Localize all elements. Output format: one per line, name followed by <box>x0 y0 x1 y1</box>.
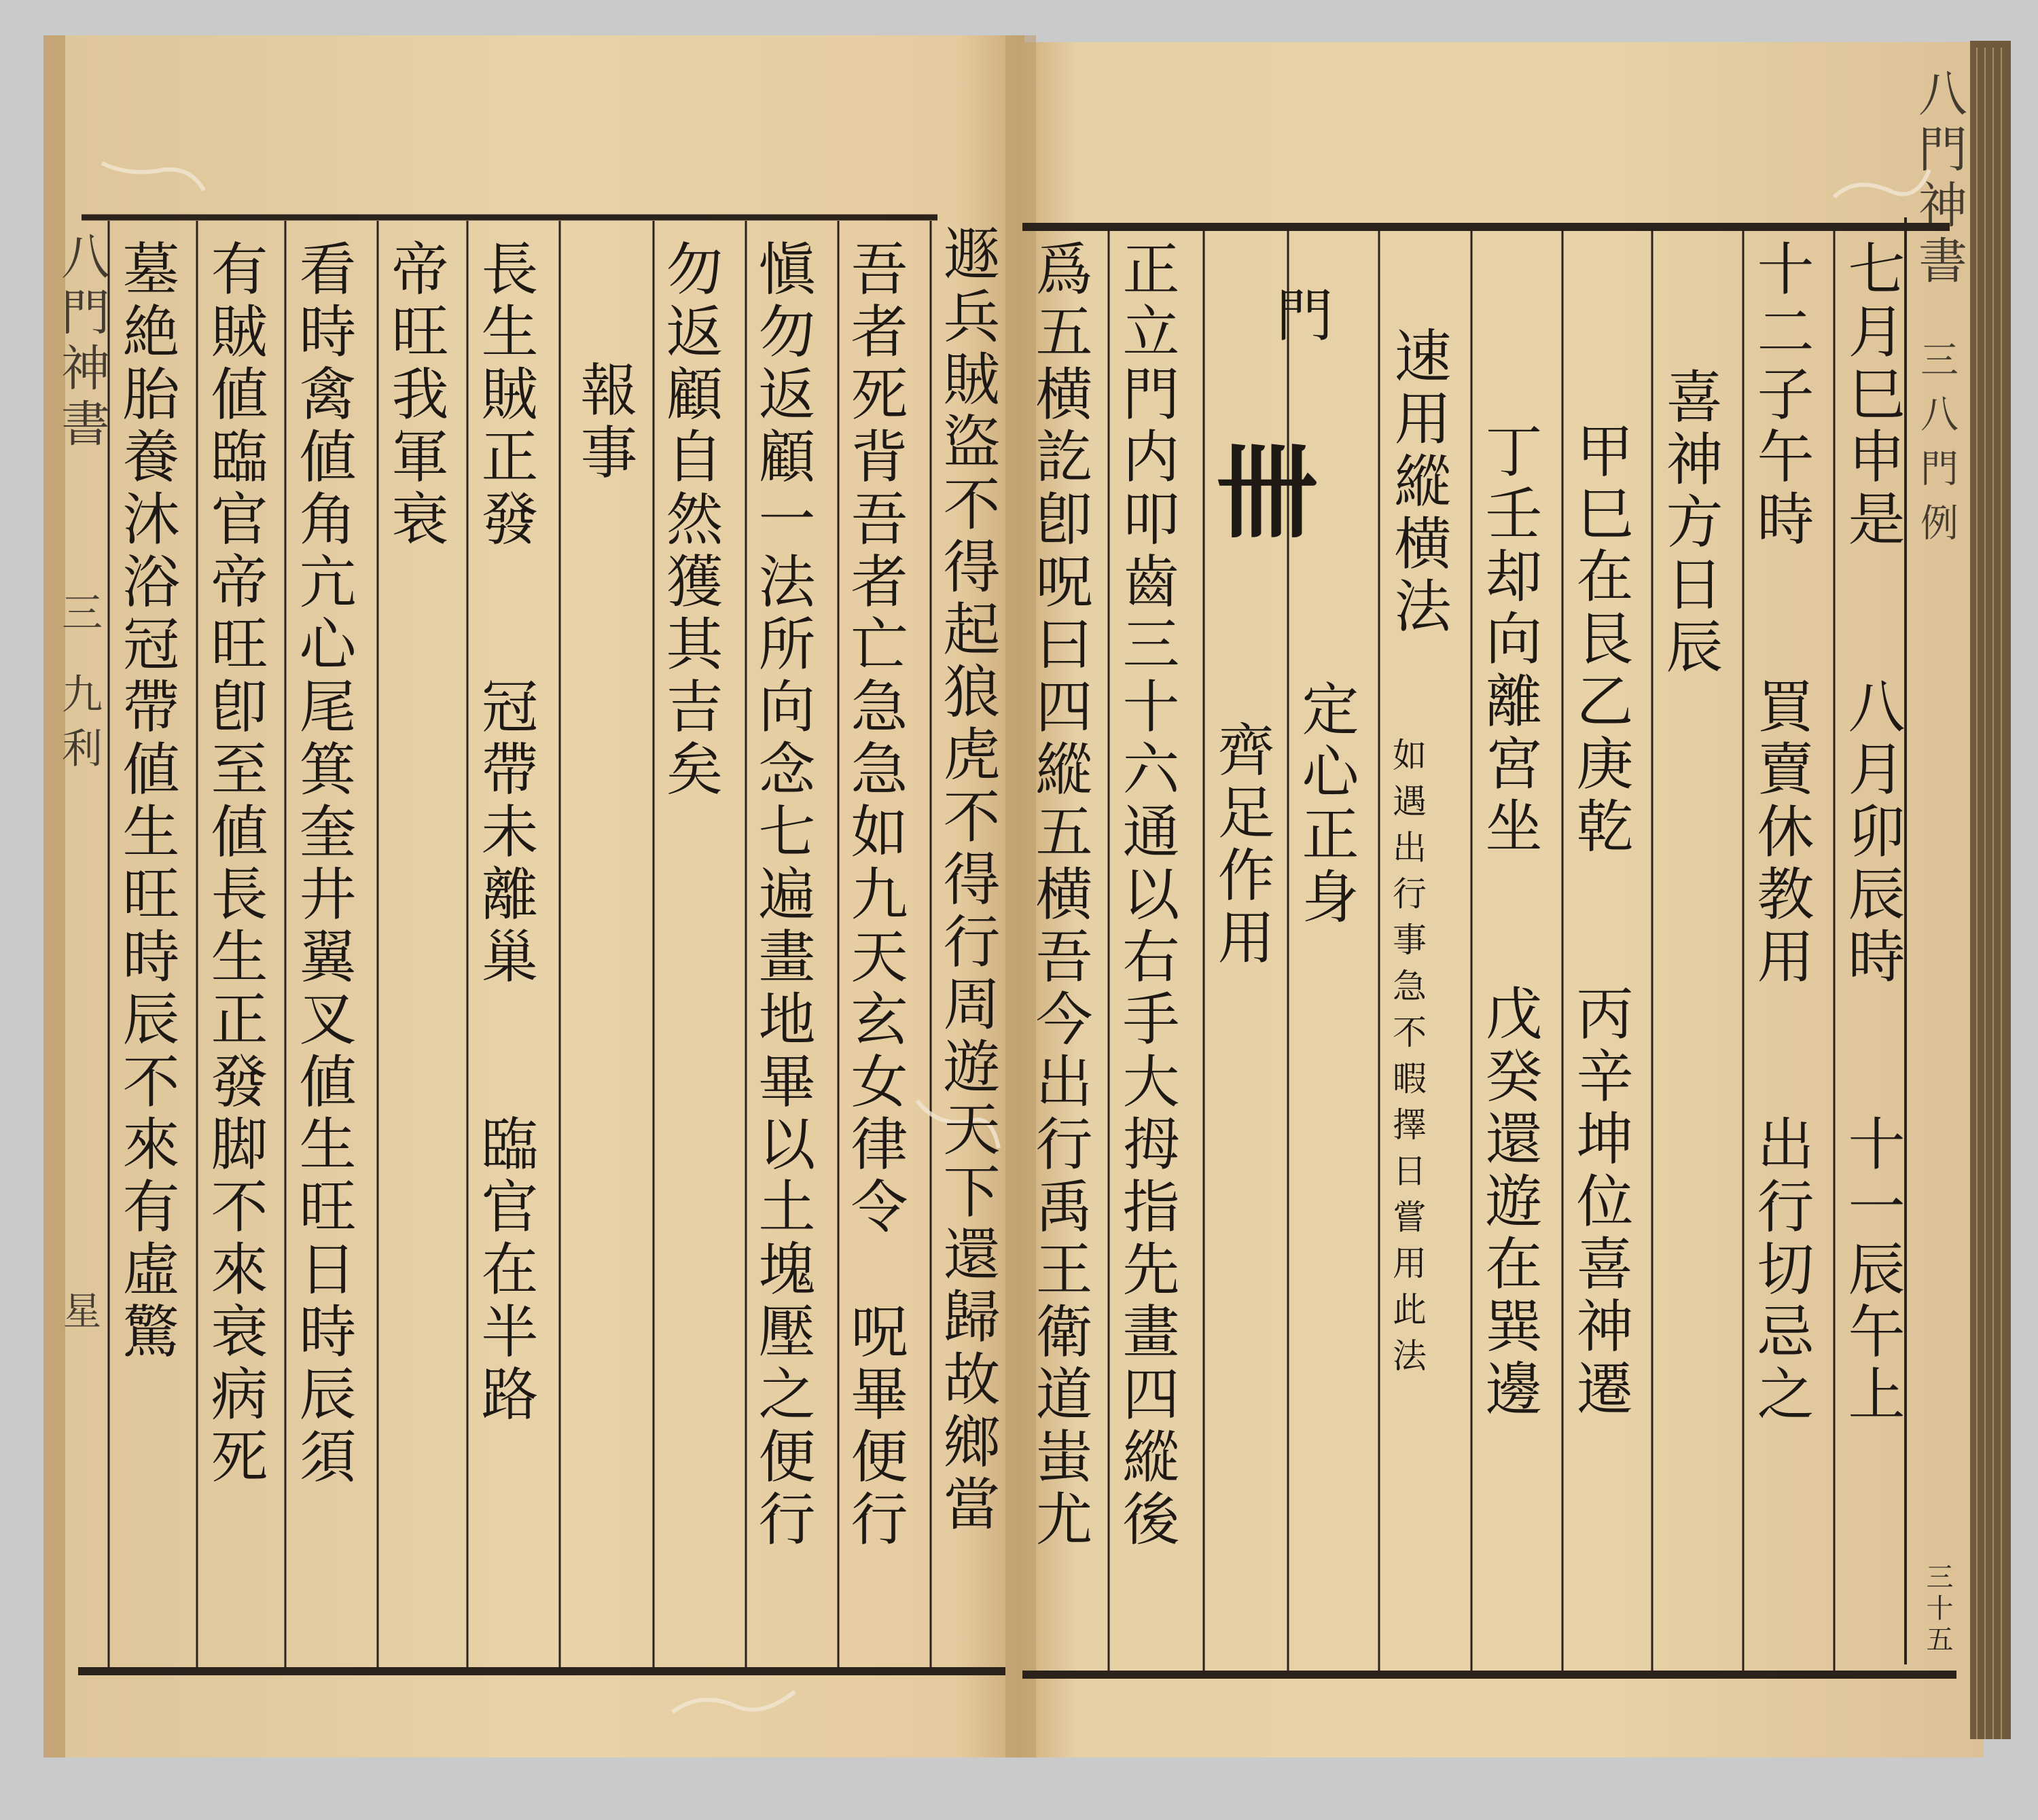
left-margin-fragment-3: 利 <box>55 727 103 774</box>
right-column-5: 丁壬却向離宮坐 戊癸還遊在巽邊 <box>1476 421 1543 1421</box>
left-column-4: 勿返顧自然獲其吉矣 <box>657 239 723 802</box>
left-margin-fragment-2: 九 <box>55 673 103 720</box>
right-margin-fragment-4: 例 <box>1914 503 1959 548</box>
right-column-10: 爲五横訖卽呪曰四縱五横吾今出行禹王衛道蚩尤 <box>1026 239 1093 1552</box>
left-column-1: 遯兵賊盜不得起狼虎不得行周遊天下還歸故鄉當 <box>934 224 1001 1537</box>
interlinear-note: 如遇出行事急不暇擇日嘗用此法 <box>1387 737 1427 1384</box>
right-column-1: 七月巳申是 八月卯辰時 十一辰午上 <box>1839 239 1906 1427</box>
left-margin-title: 八門神書 <box>53 231 110 454</box>
gate-label: 門 <box>1267 285 1334 348</box>
right-column-9: 正立門内叩齒三十六通以右手大拇指先畫四縱後 <box>1113 239 1180 1552</box>
right-column-4: 甲巳在艮乙庚乾 丙辛坤位喜神遷 <box>1567 421 1634 1421</box>
left-margin-bottom: 星 <box>57 1291 101 1336</box>
right-column-3: 喜神方日辰 <box>1657 367 1723 679</box>
right-column-6: 速用縱横法 <box>1385 326 1452 639</box>
right-margin-bottom: 三十五 <box>1922 1563 1953 1656</box>
grid-diagram: 卌 <box>1216 433 1319 552</box>
right-margin-fragment-3: 門 <box>1914 448 1959 493</box>
left-column-9: 有賊値臨官帝旺卽至値長生正發脚不來衰病死 <box>202 239 268 1489</box>
left-column-3: 愼勿返顧一法所向念七遍畫地畢以土塊壓之便行 <box>749 239 816 1552</box>
left-column-8: 看時禽値角亢心尾箕奎井翼叉値生旺日時辰須 <box>290 239 357 1489</box>
right-margin-fragment-2: 八 <box>1914 394 1959 439</box>
right-column-2: 十二子午時 買賣休教用 出行切忌之 <box>1748 239 1814 1427</box>
left-column-6: 長生賊正發 冠帶未離巢 臨官在半路 <box>472 239 539 1427</box>
right-margin-fragment-1: 三 <box>1914 340 1959 385</box>
left-column-7: 帝旺我軍衰 <box>382 239 449 552</box>
right-column-7: 定心正身 <box>1293 679 1359 929</box>
left-column-10: 墓絶胎養沐浴冠帶値生旺時辰不來有虛驚 <box>113 239 180 1364</box>
right-margin-title: 八門神書 <box>1910 68 1967 291</box>
left-column-5: 報事 <box>571 360 638 485</box>
right-column-8: 齊足作用 <box>1209 720 1275 970</box>
left-margin-fragment-1: 三 <box>55 591 103 639</box>
left-column-2: 吾者死背吾者亡急急如九天玄女律令 呪畢便行 <box>842 239 908 1552</box>
